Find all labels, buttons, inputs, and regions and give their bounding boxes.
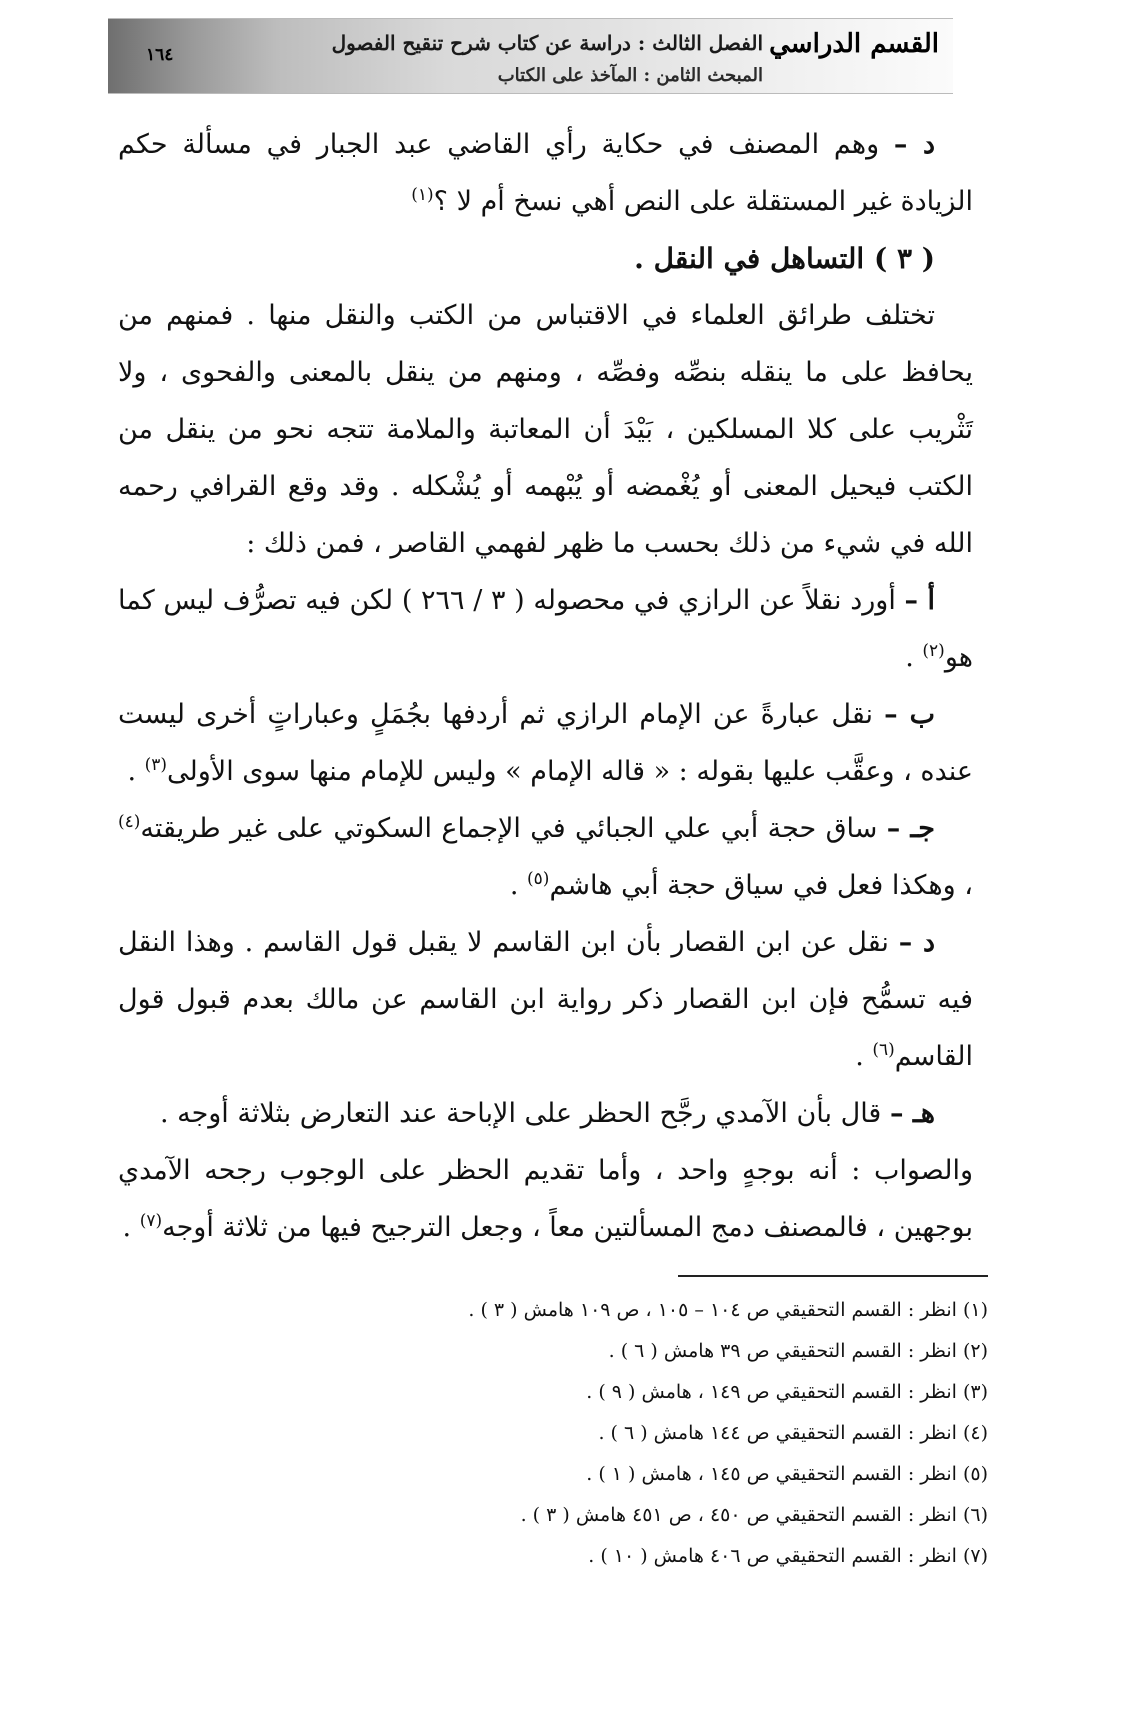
section-heading: ( ٣ ) التساهل في النقل . xyxy=(634,242,935,275)
item-end: . xyxy=(905,642,923,673)
item-text: وهم المصنف في حكاية رأي القاضي عبد الجبار في مسألة حكم الزيادة غير المستقلة على النص أهي نسخ أم لا ؟ xyxy=(118,129,973,217)
page-body xyxy=(118,116,973,1256)
footnote-ref: (٦) xyxy=(872,1040,895,1060)
item-letter: هـ – xyxy=(889,1098,935,1129)
item-letter: د – xyxy=(893,129,935,160)
item-text: أورد نقلاً عن الرازي في محصوله ( ٣ / ٢٦٦ ) لكن فيه تصرُّف ليس كما هو xyxy=(118,585,973,673)
item-text: والصواب : أنه بوجهٍ واحد ، وأما تقديم الحظر على الوجوب رجحه الآمدي بوجهين ، فالمصنف دمج المسألتين معاً ، وجعل الترجيح فيها من ثلاثة أوجه xyxy=(118,1155,973,1243)
footnote-2: (٢) انظر : القسم التحقيقي ص ٣٩ هامش ( ٦ ) . xyxy=(608,1340,988,1362)
footnote-ref: (٥) xyxy=(527,869,550,889)
item-b xyxy=(118,686,973,800)
footnote-ref: (٧) xyxy=(139,1211,163,1231)
item-d1 xyxy=(118,116,973,230)
item-j xyxy=(118,800,973,914)
footnote-ref: (١) xyxy=(411,185,434,205)
item-text: نقل عبارةً عن الإمام الرازي ثم أردفها بجُمَلٍ وعباراتٍ أخرى ليست عنده ، وعقَّب عليها بقوله : « قاله الإمام » وليس للإمام منها سوى الأولى xyxy=(118,699,973,787)
intro-paragraph: تختلف طرائق العلماء في الاقتباس من الكتب والنقل منها . فمنهم من يحافظ على ما ينقله بنصِّه وفصِّه ، ومنهم من ينقل بالمعنى والفحوى ، ولا تَثْريب على كلا المسلكين ، بَيْدَ أن المعاتبة والملامة تتجه نحو من ينقل من الكتب فيحيل المعنى أو يُغْمضه أو يُبْهمه أو يُشْكله . وقد وقع القرافي رحمه الله في شيء من ذلك بحسب ما ظهر لفهمي القاصر ، فمن ذلك : xyxy=(118,300,973,559)
item-end: . xyxy=(509,870,528,901)
item-letter: أ – xyxy=(904,585,935,616)
chapter-title: الفصل الثالث : دراسة عن كتاب شرح تنقيح الفصول xyxy=(331,31,763,55)
footnote-7: (٧) انظر : القسم التحقيقي ص ٤٠٦ هامش ( ١٠ ) . xyxy=(588,1545,988,1567)
item-d2 xyxy=(118,914,973,1085)
item-letter: جـ – xyxy=(886,813,935,844)
item-text-continued: ، وهكذا فعل في سياق حجة أبي هاشم xyxy=(549,870,973,901)
item-text: قال بأن الآمدي رجَّح الحظر على الإباحة عند التعارض بثلاثة أوجه . xyxy=(159,1098,882,1129)
item-text: ساق حجة أبي علي الجبائي في الإجماع السكوتي على غير طريقته xyxy=(140,813,878,844)
item-letter: ب – xyxy=(884,699,935,730)
footnote-3: (٣) انظر : القسم التحقيقي ص ١٤٩ ، هامش ( ٩ ) . xyxy=(586,1381,988,1403)
page-number: ١٦٤ xyxy=(146,45,174,65)
section-title: القسم الدراسي xyxy=(769,29,939,59)
page-header xyxy=(108,18,953,94)
item-end: . xyxy=(127,756,145,787)
footnote-6: (٦) انظر : القسم التحقيقي ص ٤٥٠ ، ص ٤٥١ هامش ( ٣ ) . xyxy=(520,1504,988,1526)
footnote-separator xyxy=(678,1275,988,1277)
footnote-1: (١) انظر : القسم التحقيقي ص ١٠٤ – ١٠٥ ، ص ١٠٩ هامش ( ٣ ) . xyxy=(468,1299,988,1321)
subsection-title: المبحث الثامن : المآخذ على الكتاب xyxy=(497,65,763,86)
item-text: نقل عن ابن القصار بأن ابن القاسم لا يقبل قول القاسم . وهذا النقل فيه تسمُّح فإن ابن القصار ذكر رواية ابن القاسم عن مالك بعدم قبول قول القاسم xyxy=(118,927,973,1072)
footnote-ref: (٤) xyxy=(118,812,141,832)
footnotes xyxy=(288,1290,988,1577)
item-letter: د – xyxy=(898,927,935,958)
footnote-ref: (٣) xyxy=(144,755,168,775)
item-end: . xyxy=(855,1041,873,1072)
item-h-continuation xyxy=(118,1142,973,1256)
footnote-4: (٤) انظر : القسم التحقيقي ص ١٤٤ هامش ( ٦ ) . xyxy=(598,1422,988,1444)
item-end: . xyxy=(122,1212,140,1243)
footnote-5: (٥) انظر : القسم التحقيقي ص ١٤٥ ، هامش ( ١ ) . xyxy=(586,1463,988,1485)
item-a xyxy=(118,572,973,686)
footnote-ref: (٢) xyxy=(922,641,945,661)
item-h xyxy=(118,1085,973,1142)
